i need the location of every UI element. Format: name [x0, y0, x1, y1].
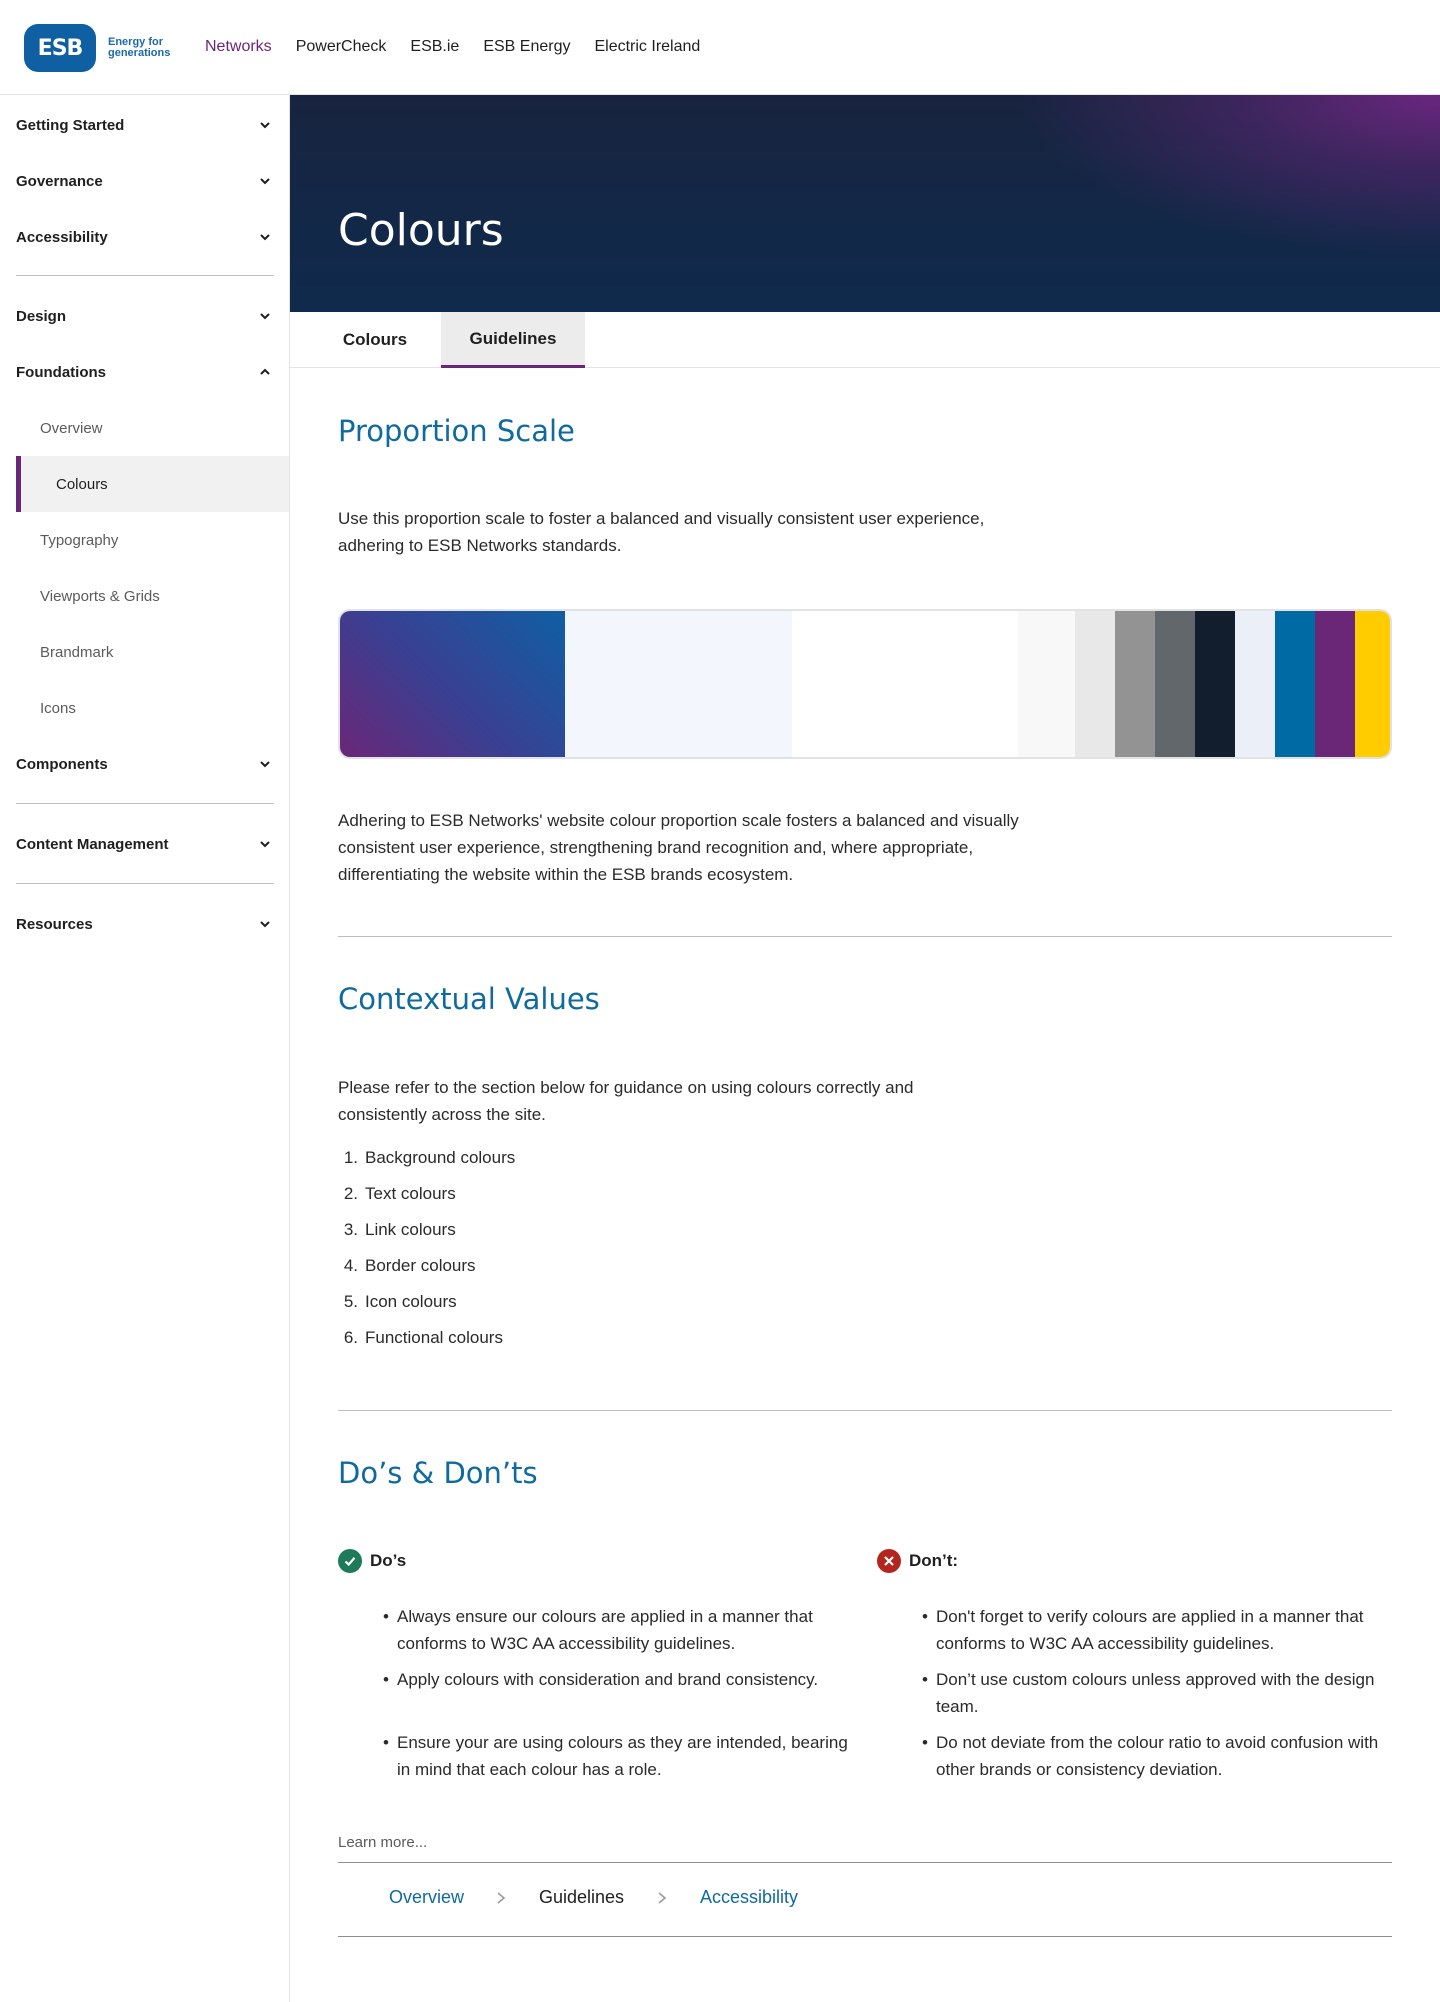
donts-item: • Don’t use custom colours unless approved with the design team.: [922, 1670, 1375, 1716]
chevron-down-icon: [257, 117, 273, 133]
swatch-yellow: [1355, 611, 1390, 757]
list-item: 2. Text colours: [343, 1184, 456, 1203]
chevron-right-icon: [495, 1891, 507, 1905]
swatch-light-blue: [565, 611, 792, 757]
topnav-esb-energy[interactable]: ESB Energy: [483, 38, 571, 55]
chevron-down-icon: [257, 916, 273, 932]
donts-item: • Don't forget to verify colours are applied in a manner that conforms to W3C AA accessibility guidelines.: [922, 1607, 1364, 1653]
swatch-gradient: [340, 611, 565, 757]
sidebar-divider: [16, 803, 274, 804]
chevron-down-icon: [257, 756, 273, 772]
swatch-navy: [1195, 611, 1235, 757]
list-item: 5. Icon colours: [343, 1292, 457, 1311]
contextual-intro: Please refer to the section below for guidance on using colours correctly and consistently across the site.: [338, 1078, 914, 1124]
donts-title: Don’t:: [909, 1551, 959, 1570]
donts-header: [877, 1549, 958, 1573]
sidebar-item-resources[interactable]: [0, 896, 289, 952]
chevron-right-icon: [656, 1891, 668, 1905]
list-item: 3. Link colours: [343, 1220, 456, 1239]
breadcrumb: [338, 1862, 1392, 1937]
sidebar-item-label: Accessibility: [16, 228, 108, 246]
list-item: 6. Functional colours: [343, 1328, 503, 1347]
tab-bar: [290, 312, 1440, 368]
breadcrumb-accessibility[interactable]: Accessibility: [700, 1887, 799, 1907]
swatch-mid-grey: [1115, 611, 1155, 757]
sidebar-subitem-viewports-grids[interactable]: Viewports & Grids: [40, 587, 160, 605]
topnav-esb-ie[interactable]: ESB.ie: [410, 38, 460, 55]
sidebar-item-design[interactable]: [0, 288, 289, 344]
sidebar-subitem-overview[interactable]: Overview: [40, 419, 103, 437]
dos-donts-heading: Do’s & Don’ts: [338, 1456, 538, 1490]
sidebar-divider: [16, 275, 274, 276]
learn-more-label: Learn more...: [338, 1834, 428, 1851]
sidebar-item-label: Resources: [16, 915, 93, 933]
donts-item: • Do not deviate from the colour ratio to avoid confusion with other brands or consistency deviation.: [922, 1733, 1379, 1779]
sidebar-item-label: Foundations: [16, 363, 106, 381]
top-nav: [205, 38, 700, 56]
dos-title: Do’s: [370, 1551, 407, 1570]
dos-item: • Always ensure our colours are applied in a manner that conforms to W3C AA accessibility guidelines.: [383, 1607, 813, 1653]
list-item: 4. Border colours: [343, 1256, 476, 1275]
dos-item: • Ensure your are using colours as they are intended, bearing in mind that each colour has a role.: [383, 1733, 848, 1779]
topnav-powercheck[interactable]: PowerCheck: [295, 38, 387, 55]
sidebar-item-content-management[interactable]: [0, 816, 289, 872]
list-item: 1. Background colours: [343, 1148, 516, 1167]
chevron-down-icon: [257, 173, 273, 189]
breadcrumb-guidelines: Guidelines: [539, 1887, 625, 1907]
sidebar-subitem-brandmark[interactable]: Brandmark: [40, 643, 114, 661]
proportion-scale-bar: [338, 609, 1392, 759]
check-circle-icon: [338, 1549, 362, 1573]
sidebar-item-label: Design: [16, 307, 67, 325]
swatch-dark-grey: [1155, 611, 1195, 757]
swatch-purple: [1315, 611, 1355, 757]
proportion-scale-heading: Proportion Scale: [338, 414, 575, 448]
swatch-pale-blue: [1235, 611, 1275, 757]
sidebar-nav: [0, 95, 290, 2002]
contextual-values-heading: Contextual Values: [338, 982, 600, 1016]
swatch-light-grey: [1075, 611, 1115, 757]
tab-colours[interactable]: Colours: [342, 330, 408, 349]
topnav-electric-ireland[interactable]: Electric Ireland: [594, 38, 701, 55]
sidebar-item-label: Getting Started: [16, 116, 125, 134]
proportion-body: Adhering to ESB Networks' website colour proportion scale fosters a balanced and visually consistent user experience, strengthening brand recognition and, where appropriate, differentiating the website within the ESB brands ecosystem.: [338, 811, 1019, 884]
chevron-down-icon: [257, 229, 273, 245]
sidebar-subitem-icons[interactable]: Icons: [40, 699, 76, 717]
swatch-off-white: [1018, 611, 1075, 757]
hero-banner: [290, 95, 1440, 312]
x-circle-icon: [877, 1549, 901, 1573]
section-divider: [338, 1410, 1392, 1411]
topnav-networks[interactable]: Networks: [205, 38, 272, 55]
tab-guidelines[interactable]: Guidelines: [441, 312, 585, 368]
sidebar-item-label: Components: [16, 755, 108, 773]
sidebar-item-label: Content Management: [16, 835, 169, 853]
sidebar-subitem-colours[interactable]: Colours: [16, 456, 289, 512]
top-header: [0, 0, 1440, 95]
esb-logo-badge: ESB: [24, 24, 96, 72]
sidebar-item-label: Governance: [16, 172, 103, 190]
proportion-intro: Use this proportion scale to foster a balanced and visually consistent user experience, adhering to ESB Networks standards.: [338, 509, 985, 555]
section-divider: [338, 936, 1392, 937]
logo-tagline: Energy for generations: [108, 36, 171, 59]
swatch-blue: [1275, 611, 1315, 757]
dos-item: • Apply colours with consideration and brand consistency.: [383, 1670, 819, 1689]
swatch-white: [792, 611, 1018, 757]
chevron-down-icon: [257, 836, 273, 852]
sidebar-divider: [16, 883, 274, 884]
sidebar-subitem-typography[interactable]: Typography: [40, 531, 119, 549]
esb-logo[interactable]: [24, 24, 178, 72]
sidebar-item-accessibility[interactable]: [0, 209, 289, 265]
sidebar-item-components[interactable]: [0, 736, 289, 792]
page-title: Colours: [338, 205, 504, 256]
sidebar-item-governance[interactable]: [0, 153, 289, 209]
sidebar-item-getting-started[interactable]: [0, 97, 289, 153]
dos-header: [338, 1549, 406, 1573]
chevron-up-icon: [257, 364, 273, 380]
chevron-down-icon: [257, 308, 273, 324]
sidebar-item-foundations[interactable]: [0, 344, 289, 400]
breadcrumb-overview[interactable]: Overview: [389, 1887, 465, 1907]
